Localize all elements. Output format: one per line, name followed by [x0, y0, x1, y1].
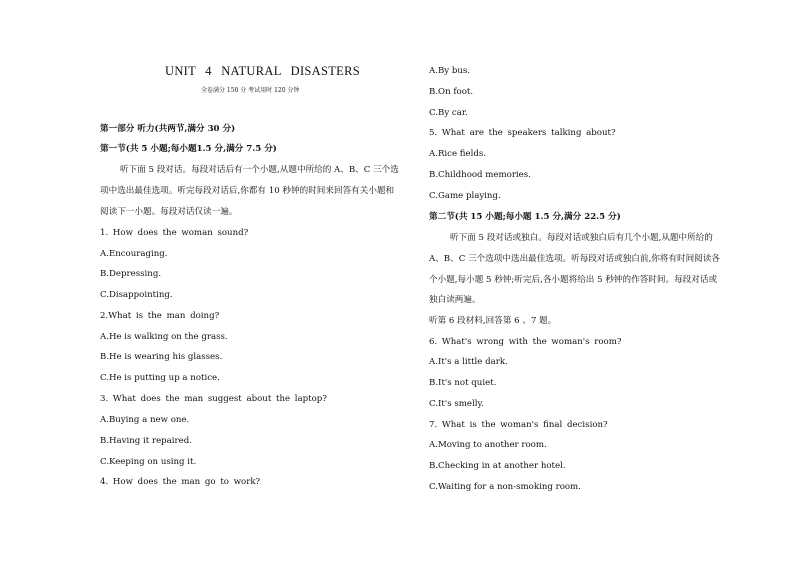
- question-7: 7. What is the woman's final decision?: [429, 420, 608, 430]
- question-6: 6. What's wrong with the woman's room?: [429, 337, 622, 347]
- option-6c: C.It's smelly.: [429, 399, 484, 409]
- instruction-line: A、B、C 三个选项中选出最佳选项。听每段对话或独白前,你将有时间阅读各: [429, 254, 720, 264]
- option-3b: B.Having it repaired.: [100, 436, 192, 446]
- question-4: 4. How does the man go to work?: [100, 477, 261, 487]
- option-7c: C.Waiting for a non-smoking room.: [429, 482, 581, 492]
- option-2a: A.He is walking on the grass.: [100, 332, 228, 342]
- option-4a: A.By bus.: [429, 66, 471, 76]
- option-2c: C.He is putting up a notice.: [100, 373, 220, 383]
- option-1b: B.Depressing.: [100, 269, 162, 279]
- option-3c: C.Keeping on using it.: [100, 457, 197, 467]
- exam-info: 全卷满分 150 分 考试用时 120 分钟: [201, 87, 300, 94]
- option-5b: B.Childhood memories.: [429, 170, 531, 180]
- option-2b: B.He is wearing his glasses.: [100, 352, 223, 362]
- option-6a: A.It's a little dark.: [429, 357, 508, 367]
- question-2: 2.What is the man doing?: [100, 311, 220, 321]
- material-note: 听第 6 段材料,回答第 6 、7 题。: [429, 316, 557, 326]
- option-4c: C.By car.: [429, 108, 468, 118]
- instruction-line: 独白读两遍。: [429, 295, 481, 305]
- option-4b: B.On foot.: [429, 87, 474, 97]
- option-6b: B.It's not quiet.: [429, 378, 497, 388]
- instruction-line: 听下面 5 段对话或独白。每段对话或独白后有几个小题,从题中所给的: [450, 233, 713, 243]
- option-7b: B.Checking in at another hotel.: [429, 461, 566, 471]
- option-1a: A.Encouraging.: [100, 249, 168, 259]
- question-5: 5. What are the speakers talking about?: [429, 128, 616, 138]
- option-1c: C.Disappointing.: [100, 290, 173, 300]
- option-3a: A.Buying a new one.: [100, 415, 190, 425]
- option-5a: A.Rice fields.: [429, 149, 486, 159]
- part-heading: 第一节(共 5 小题;每小题1.5 分,满分 7.5 分): [100, 144, 277, 154]
- instruction-line: 阅读下一小题。每段对话仅读一遍。: [100, 207, 238, 217]
- option-7a: A.Moving to another room.: [429, 440, 547, 450]
- instruction-line: 听下面 5 段对话。每段对话后有一个小题,从题中所给的 A、B、C 三个选: [120, 165, 399, 175]
- page-title: UNIT 4 NATURAL DISASTERS: [165, 64, 360, 78]
- question-1: 1. How does the woman sound?: [100, 228, 249, 238]
- part-heading: 第二节(共 15 小题;每小题 1.5 分,满分 22.5 分): [429, 212, 621, 222]
- question-3: 3. What does the man suggest about the laptop?: [100, 394, 327, 404]
- option-5c: C.Game playing.: [429, 191, 501, 201]
- section-heading: 第一部分 听力(共两节,满分 30 分): [100, 124, 236, 134]
- instruction-line: 项中选出最佳选项。听完每段对话后,你都有 10 秒钟的时间来回答有关小题和: [100, 186, 395, 196]
- instruction-line: 个小题,每小题 5 秒钟;听完后,各小题将给出 5 秒钟的作答时间。每段对话或: [429, 275, 718, 285]
